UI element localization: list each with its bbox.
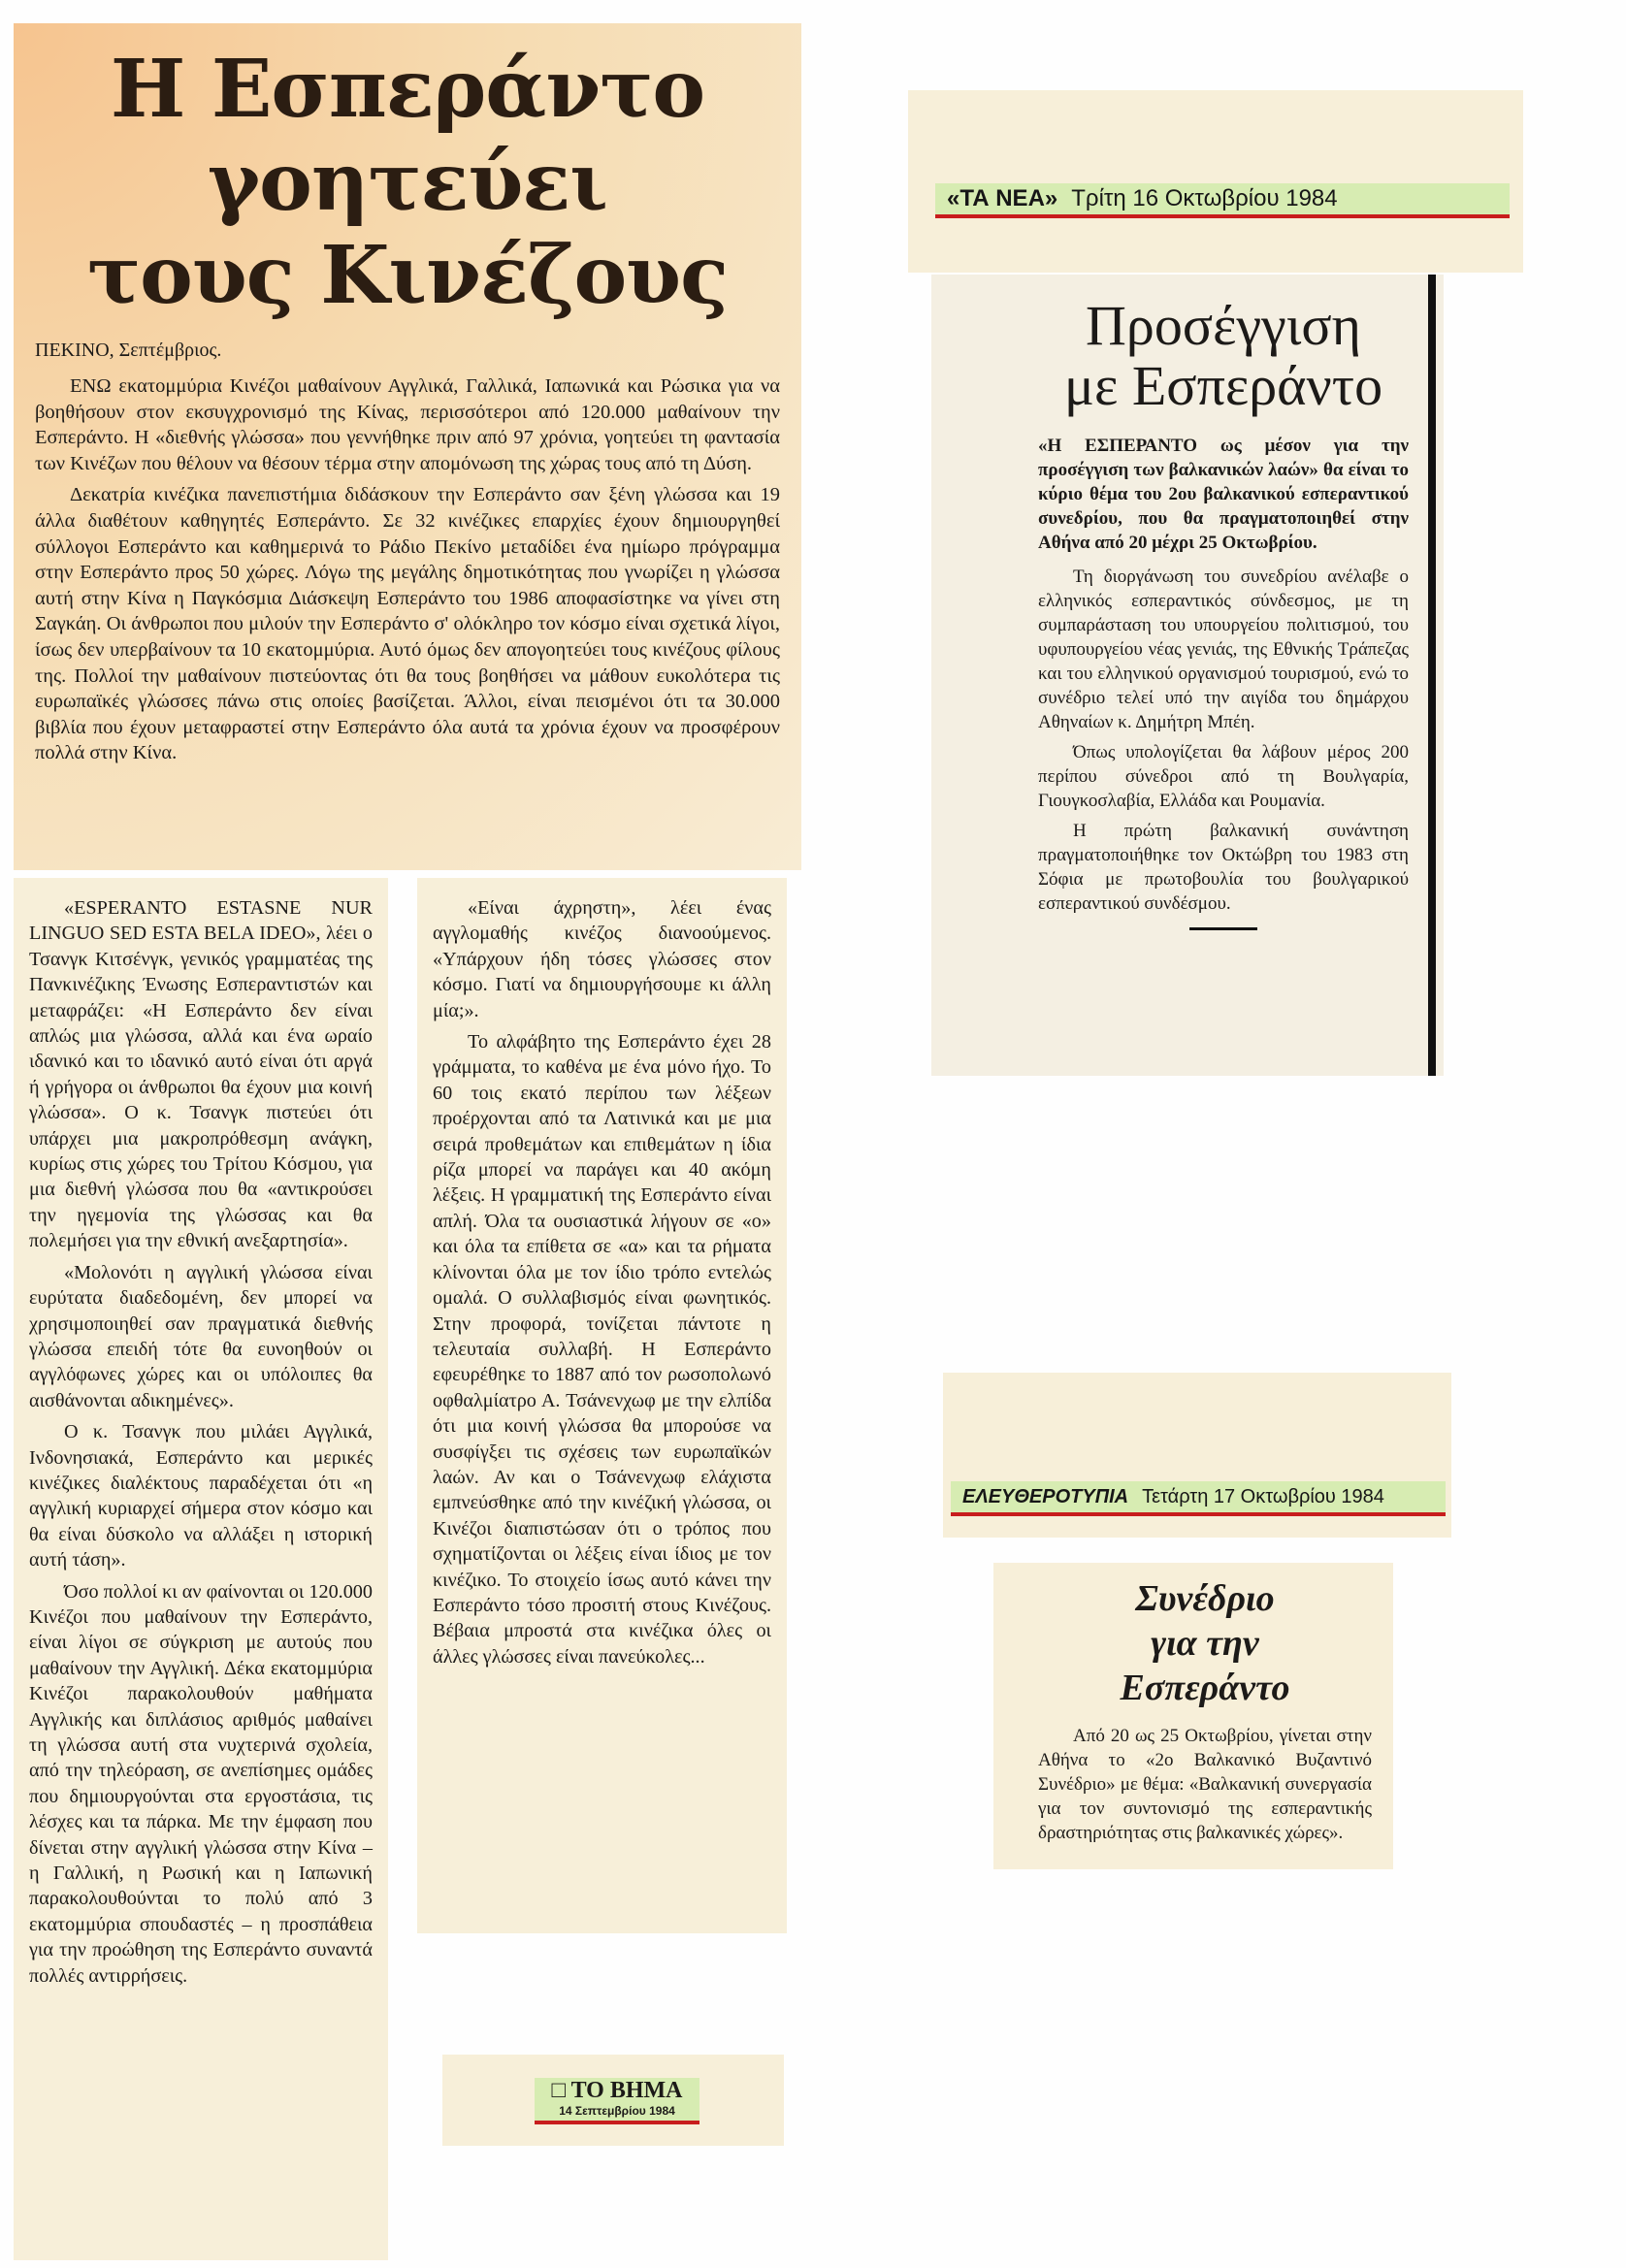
paragraph: Δεκατρία κινέζικα πανεπιστήμια διδάσκουν την Εσπεράντο σαν ξένη γλώσσα και 19 άλλα διαθέτουν καθηγητές Εσπεράντο. Σε 32 κινέζικες επαρχίες έχουν δημιουργηθεί σύλλογοι Εσπεράντο και καθημερινά το Ράδιο Πεκίνο μεταδίδει ένα ημίωρο πρόγραμμα στην Εσπεράντο προς 50 χώρες. Λόγω της μεγάλης δημοτικότητας που γνωρίζει η γλώσσα αυτή στην Κίνα η Παγκόσμια Διάσκεψη Εσπεράντο του 1986 αποφασίστηκε να γίνει στη Σαγκάη. Οι άνθρωποι που μιλούν την Εσπεράντο σ' ολόκληρο τον κόσμο είναι σχετικά λίγοι, ίσως δεν υπερβαίνουν τα 10 εκατομμύρια. Αυτό όμως δεν απογοητεύει τους κινέζους φίλους της. Πολλοί την μαθαίνουν πιστεύοντας ότι θα τους βοηθήσει να μάθουν ευκολότερα τις ευρωπαϊκές γλώσσες πάνω στις οποίες βασίζεται. Άλλοι, είναι πεισμένοι ότι τα 30.000 βιβλία που έχουν μεταφραστεί στην Εσπεράντο όλα αυτά τα χρόνια έχουν να προσφέρουν πολλά στην Κίνα. [35,484,780,764]
source-label-eleftherotypia: ΕΛΕΥΘΕΡΟΤΥΠΙΑ Τετάρτη 17 Οκτωβρίου 1984 [951,1481,1446,1516]
article-column-left [14,878,388,2260]
source-clipping-vima [442,2055,784,2146]
paragraph: ΕΝΩ εκατομμύρια Κινέζοι μαθαίνουν Αγγλικά, Γαλλικά, Ιαπωνικά και Ρώσικα για να βοηθήσουν στον εκσυγχρονισμό της Κίνας, περισσότεροι από 120.000 μαθαίνουν την Εσπεράντο. Η «διεθνής γλώσσα» που γεννήθηκε πριν από 97 χρόνια, γοητεύει τη φαντασία των Κινέζων που θέλουν να θέσουν τέρμα στην απομόνωση της χώρας τους από τη Δύση. [35,375,780,474]
article-clipping-synedrio [993,1563,1393,1869]
paragraph: Το αλφάβητο της Εσπεράντο έχει 28 γράμματα, το καθένα με ένα μόνο ήχο. Το 60 τοις εκατό περίπου των λέξεων προέρχονται από τα Λατινικά και με μια σειρά προθεμάτων και επιθεμάτων η ίδια ρίζα μπορεί να παράγει και 40 ακόμη λέξεις. Η γραμματική της Εσπεράντο είναι απλή. Όλα τα ουσιαστικά λήγουν σε «ο» και όλα τα επίθετα σε «α» και τα ρήματα κλίνονται όλα με τον ίδιο τρόπο εντελώς ομαλά. Ο συλλαβισμός είναι φωνητικός. Στην προφορά, τονίζεται πάντοτε η τελευταία συλλαβή. Η Εσπεράντο εφευρέθηκε το 1887 από τον ρωσοπολωνό οφθαλμίατρο Α. Τσάνενχωφ με την ελπίδα ότι μια κοινή γλώσσα θα μπορούσε να συσφίγξει τις σχέσεις των ευρωπαϊκών λαών. Αν και ο Τσάνενχωφ ελάχιστα εμπνεύσθηκε από την κινέζική γλώσσα, οι Κινέζοι διαπιστώσαν ότι ο τρόπος που σχηματίζονται οι λέξεις είναι ίδιος με τον κινέζικο. Το στοιχείο ίσως αυτό κάνει την Εσπεράντο τόσο προσιτή στους Κινέζους. Βέβαια μπροστά στα κινέζικα όλες οι άλλες γλώσσες είναι πανεύκολες... [433,1031,771,1668]
source-clipping-nea [908,90,1523,273]
paragraph: Από 20 ως 25 Οκτωβρίου, γίνεται στην Αθήνα το «2ο Βαλκανικό Βυζαντινό Συνέδριο» με θέμα: «Βαλκανική συνεργασία για τον συντονισμό της εσπεραντικής δραστηριότητας στις βαλκανικές χώρες». [1038,1726,1372,1843]
paragraph: Ο κ. Τσανγκ που μιλάει Αγγλικά, Ινδονησιακά, Εσπεράντο και μερικές κινέζικες διαλέκτους παραδέχεται ότι «η αγγλική κυριαρχεί σήμερα στον κόσμο και θα είναι δύσκολο να αλλάξει η ιστορική αυτή τάση». [29,1421,373,1571]
paragraph: Η πρώτη βαλκανική συνάντηση πραγματοποιήθηκε τον Οκτώβρη του 1983 στη Σόφια με πρωτοβουλία του βουλγαρικού εσπεραντικού συνδέσμου. [1038,821,1409,914]
dateline: ΠΕΚΙΝΟ, Σεπτέμβριος. [35,340,222,361]
paragraph: Όπως υπολογίζεται θα λάβουν μέρος 200 περίπου σύνεδροι από τη Βουλγαρία, Γιουγκοσλαβία, Ελλάδα και Ρουμανία. [1038,742,1409,811]
paragraph: Όσο πολλοί κι αν φαίνονται οι 120.000 Κινέζοι που μαθαίνουν την Εσπεράντο, είναι λίγοι σε σύγκριση με αυτούς που μαθαίνουν την Αγγλική. Δέκα εκατομμύρια Κινέζοι παρακολουθούν μαθήματα Αγγλικής και διπλάσιος αριθμός μαθαίνει τη γλώσσα αυτή στα νυχτερινά σχολεία, από την τηλεόραση, σε ανεπίσημες ομάδες που δημιουργούνται στα εργοστάσια, τις λέσχες και τα πάρκα. Με την έμφαση που δίνεται στην αγγλική γλώσσα στην Κίνα – η Γαλλική, η Ρωσική και η Ιαπωνική παρακολουθούνται το πολύ από 3 εκατομμύρια σπουδαστές – η προσπάθεια για την προώθηση της Εσπεράντο συναντά πολλές αντιρρήσεις. [29,1580,373,1987]
paragraph: «Μολονότι η αγγλική γλώσσα είναι ευρύτατα διαδεδομένη, δεν μπορεί να χρησιμοποιηθεί σαν πραγματικά διεθνής γλώσσα επειδή τότε θα ευνοηθούν οι αγγλόφωνες χώρες και οι υπόλοιπες θα αισθάνονται αδικημένες». [29,1261,373,1411]
article-lead: «Η ΕΣΠΕΡΑΝΤΟ ως μέσον για την προσέγγιση των βαλκανικών λαών» θα είναι το κύριο θέμα του 2ου βαλκανικού εσπεραντικού συνεδρίου, που θα πραγματοποιηθεί στην Αθήνα από 20 μέχρι 25 Οκτωβρίου. [1038,436,1409,553]
article-title: Η Εσπεράντο γοητεύει τους Κινέζους [86,43,729,322]
article-column-right [417,878,787,1933]
article-title: Συνέδριο για την Εσπεράντο [1120,1578,1290,1708]
source-label-vima: □ ΤΟ ΒΗΜΑ 14 Σεπτεμβρίου 1984 [535,2078,699,2124]
column-rule [1428,275,1436,1076]
article-clipping-prosegisi [931,275,1444,1076]
paragraph: «Είναι άχρηστη», λέει ένας αγγλομαθής κινέζος διανοούμενος. «Υπάρχουν ήδη τόσες γλώσσες στον κόσμο. Γιατί να δημιουργήσουμε κι άλλη μία;». [433,897,771,1021]
source-label-nea: «ΤΑ ΝΕΑ» Τρίτη 16 Οκτωβρίου 1984 [935,183,1510,218]
end-rule [1189,927,1257,930]
paragraph: Τη διοργάνωση του συνεδρίου ανέλαβε ο ελληνικός εσπεραντικός σύνδεσμος, με τη συμπαράσταση του υπουργείου πολιτισμού, του υφυπουργείου νέας γενιάς, της Εθνικής Τράπεζας και του ελληνικού οργανισμού τουρισμού, ενώ το συνέδριο τελεί υπό την αιγίδα του δημάρχου Αθηναίων κ. Δημήτρη Μπέη. [1038,567,1409,732]
article-title: Προσέγγιση με Εσπεράντο [1063,294,1383,417]
article-clipping-top [14,23,801,870]
source-clipping-eleftherotypia [943,1373,1451,1538]
paragraph: «ESPERANTO ESTASNE NUR LINGUO SED ESTA BELA IDEO», λέει ο Τσανγκ Κιτσένγκ, γενικός γραμματέας της Πανκινέζικης Ένωσης Εσπεραντιστών και μεταφράζει: «Η Εσπεράντο δεν είναι απλώς μια γλώσσα, αλλά και ένα ωραίο ιδανικό και το ιδανικό αυτό είναι ότι αργά ή γρήγορα οι άνθρωποι θα έχουν μια κοινή γλώσσα». Ο κ. Τσανγκ πιστεύει ότι υπάρχει μια μακροπρόθεσμη ανάγκη, κυρίως στις χώρες του Τρίτου Κόσμου, για μια διεθνή γλώσσα που θα «αντικρούσει την ηγεμονία της γλώσσας και θα πολεμήσει για την εθνική ανεξαρτησία». [29,897,373,1252]
